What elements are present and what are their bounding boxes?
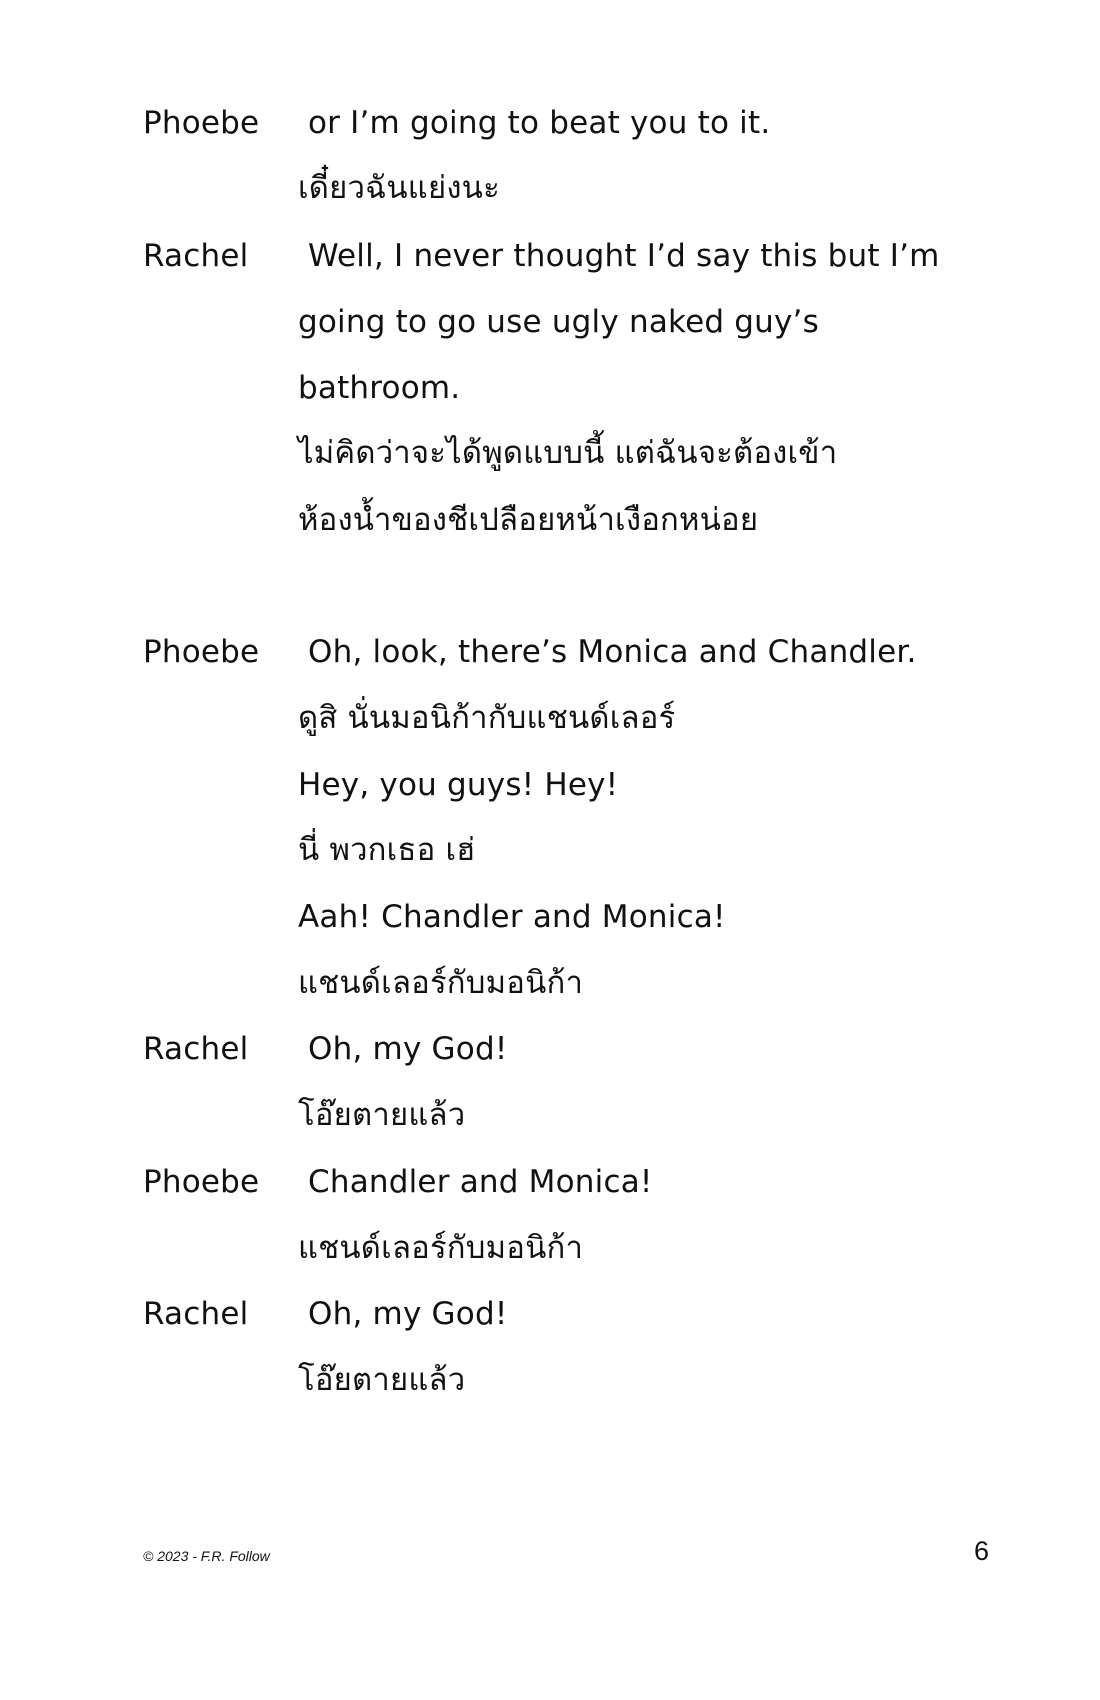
dialogue-line: Chandler and Monica! bbox=[308, 1164, 653, 1200]
dialogue-line-thai: นี่ พวกเธอ เฮ่ bbox=[298, 832, 476, 868]
dialogue-line: Oh, my God! bbox=[308, 1296, 508, 1332]
speaker-name: Rachel bbox=[143, 238, 249, 274]
speaker-name: Phoebe bbox=[143, 105, 260, 141]
dialogue-line-thai: เดี๋ยวฉันแย่งนะ bbox=[298, 170, 500, 206]
copyright-notice: © 2023 - F.R. Follow bbox=[143, 1548, 270, 1564]
dialogue-line: bathroom. bbox=[298, 370, 461, 406]
dialogue-line-thai: ดูสิ นั่นมอนิก้ากับแชนด์เลอร์ bbox=[298, 700, 676, 736]
dialogue-line-thai: โอ๊ยตายแล้ว bbox=[298, 1097, 466, 1133]
speaker-name: Rachel bbox=[143, 1031, 249, 1067]
dialogue-line: Hey, you guys! Hey! bbox=[298, 767, 619, 803]
dialogue-line-thai: ไม่คิดว่าจะได้พูดแบบนี้ แต่ฉันจะต้องเข้า bbox=[298, 435, 838, 471]
speaker-name: Rachel bbox=[143, 1296, 249, 1332]
dialogue-line-thai: โอ๊ยตายแล้ว bbox=[298, 1362, 466, 1398]
dialogue-line: Oh, look, there’s Monica and Chandler. bbox=[308, 634, 917, 670]
speaker-name: Phoebe bbox=[143, 634, 260, 670]
dialogue-line: Aah! Chandler and Monica! bbox=[298, 899, 726, 935]
dialogue-line-thai: แชนด์เลอร์กับมอนิก้า bbox=[298, 1230, 584, 1266]
dialogue-line: or I’m going to beat you to it. bbox=[308, 105, 771, 141]
dialogue-line: Well, I never thought I’d say this but I’m bbox=[308, 238, 940, 274]
dialogue-line-thai: ห้องน้ำของชีเปลือยหน้าเงือกหน่อย bbox=[298, 502, 759, 538]
dialogue-line-thai: แชนด์เลอร์กับมอนิก้า bbox=[298, 965, 584, 1001]
speaker-name: Phoebe bbox=[143, 1164, 260, 1200]
dialogue-line: going to go use ugly naked guy’s bbox=[298, 304, 819, 340]
dialogue-line: Oh, my God! bbox=[308, 1031, 508, 1067]
page-number: 6 bbox=[974, 1536, 990, 1566]
